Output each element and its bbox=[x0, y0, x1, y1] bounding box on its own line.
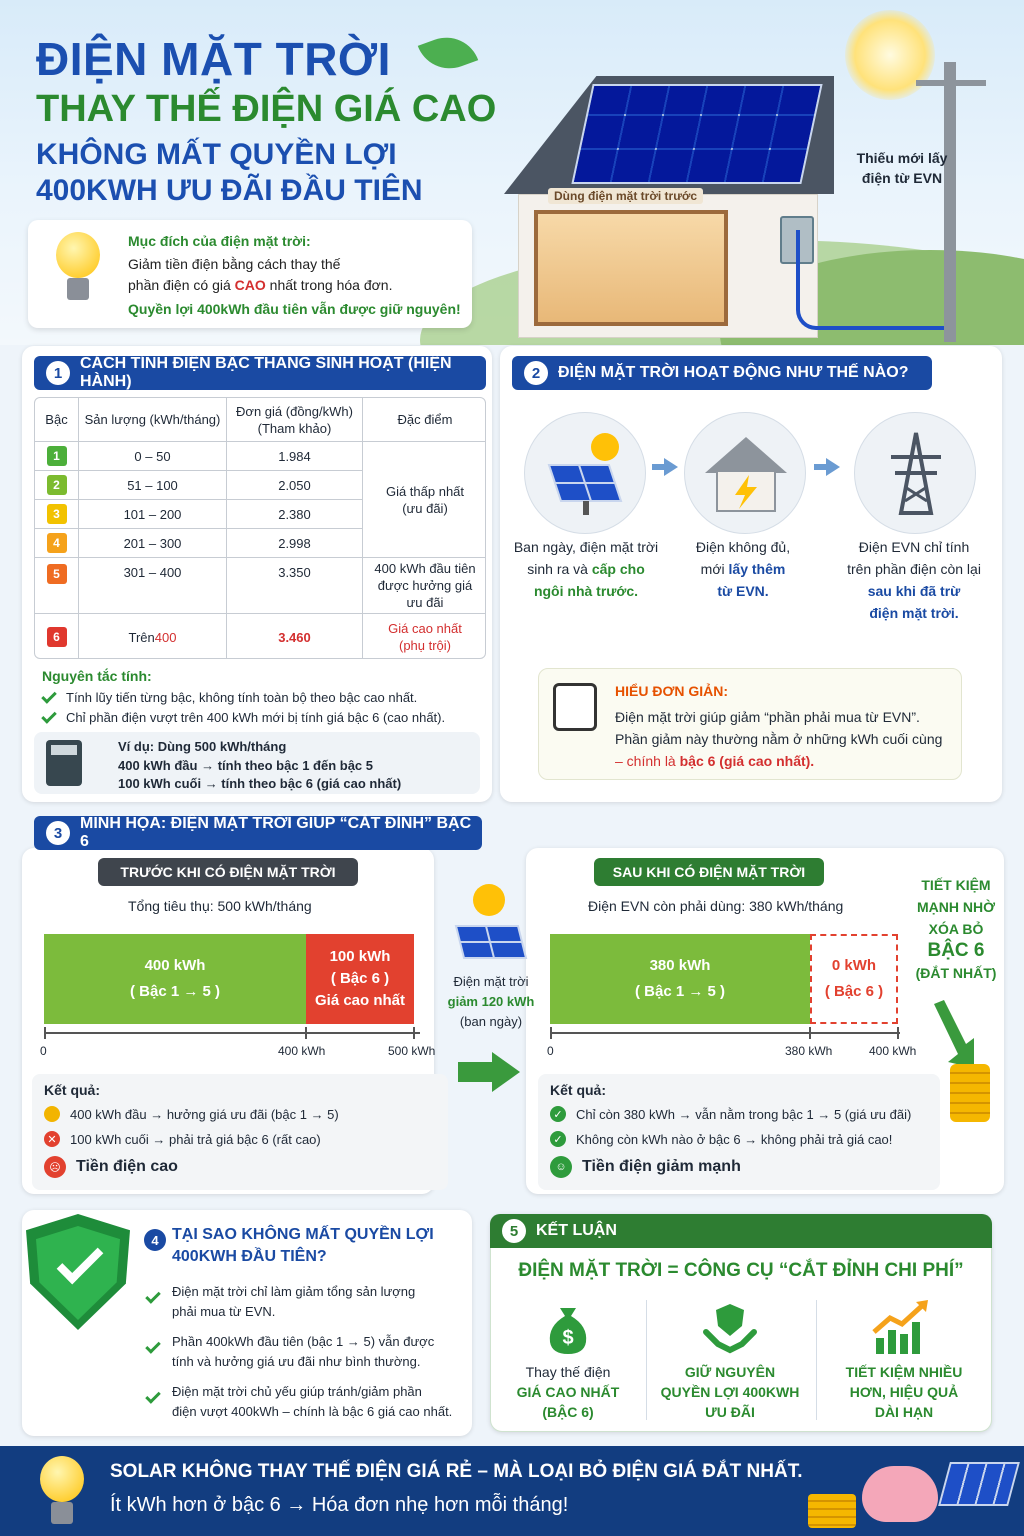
power-wire bbox=[796, 230, 946, 330]
before-bar-tier6: 100 kWh ( Bậc 6 ) Giá cao nhất bbox=[306, 934, 414, 1024]
purpose-line-1: Giảm tiền điện bằng cách thay thế bbox=[128, 256, 341, 272]
cross-icon: ✕ bbox=[44, 1131, 60, 1147]
after-axis bbox=[550, 1032, 900, 1034]
after-label: SAU KHI CÓ ĐIỆN MẶT TRỜI bbox=[594, 858, 824, 886]
usage-cell: 101 – 200 bbox=[79, 500, 227, 529]
reason-3: Điện mặt trời chủ yếu giúp tránh/giảm phần điện vượt 400kWh – chính là bậc 6 giá cao nhất. bbox=[172, 1384, 453, 1419]
title-line-4: 400KWH ƯU ĐÃI ĐẦU TIÊN bbox=[36, 174, 423, 207]
hands-shield-icon bbox=[700, 1298, 760, 1358]
after-result-1: ✓ Chỉ còn 380 kWh → vẫn nằm trong bậc 1 → 5 (giá ưu đãi) bbox=[550, 1106, 911, 1122]
tier-cell bbox=[35, 442, 79, 471]
thumbs-up-icon bbox=[553, 683, 597, 731]
th-price: Đơn giá (đồng/kWh) (Tham khảo) bbox=[227, 398, 363, 442]
tier-badge: 1 bbox=[47, 446, 67, 466]
simple-title: HIỂU ĐƠN GIẢN: bbox=[615, 683, 729, 699]
purpose-title: Mục đích của điện mặt trời: bbox=[128, 233, 311, 249]
transmission-tower-icon bbox=[854, 412, 976, 534]
check-circle-icon: ✓ bbox=[550, 1106, 566, 1122]
tick bbox=[550, 1027, 552, 1039]
example-line-1: Ví dụ: Dùng 500 kWh/tháng bbox=[118, 739, 287, 754]
lightbulb-icon bbox=[52, 232, 104, 312]
tick-label: 400 kWh bbox=[278, 1044, 326, 1058]
rule-1: Tính lũy tiến từng bậc, không tính toàn bộ theo bậc cao nhất. bbox=[42, 690, 417, 705]
coins-icon bbox=[808, 1494, 856, 1528]
arrow-right-icon bbox=[664, 458, 678, 476]
sun-icon bbox=[845, 10, 935, 100]
tier-badge: 4 bbox=[47, 533, 67, 553]
thumb-icon bbox=[44, 1106, 60, 1122]
simple-explanation-box bbox=[538, 668, 962, 780]
check-circle-icon: ✓ bbox=[550, 1131, 566, 1147]
coins-icon bbox=[950, 1064, 990, 1122]
purpose-line-3: Quyền lợi 400kWh đầu tiên vẫn được giữ nguyên! bbox=[128, 301, 461, 317]
purpose-line-2: phần điện có giá CAO nhất trong hóa đơn. bbox=[128, 277, 393, 293]
tick-label: 400 kWh bbox=[869, 1044, 917, 1058]
utility-pole-crossbar bbox=[916, 80, 986, 86]
money-bag-icon bbox=[538, 1298, 598, 1358]
tier-cell bbox=[35, 614, 79, 659]
evn-note: Thiếu mới lấy điện từ EVN bbox=[856, 150, 948, 186]
divider bbox=[646, 1300, 647, 1420]
section-3-header: 3 MINH HỌA: ĐIỆN MẶT TRỜI GIÚP “CẮT ĐỈNH” BẬC 6 bbox=[34, 816, 482, 850]
solar-panel-step-icon bbox=[524, 412, 646, 534]
th-tier: Bậc bbox=[35, 398, 79, 442]
arrow-right-icon bbox=[826, 458, 840, 476]
piggy-bank-icon bbox=[862, 1466, 938, 1522]
lightbulb-icon bbox=[36, 1456, 88, 1536]
after-bar-tier1-5: 380 kWh ( Bậc 1 → 5 ) bbox=[550, 934, 810, 1024]
before-axis bbox=[44, 1032, 420, 1034]
tier-cell bbox=[35, 500, 79, 529]
house-sign: Dùng điện mặt trời trước bbox=[548, 188, 703, 204]
before-label: TRƯỚC KHI CÓ ĐIỆN MẶT TRỜI bbox=[98, 858, 358, 886]
before-result-2: ✕ 100 kWh cuối → phải trả giá bậc 6 (rất cao) bbox=[44, 1131, 321, 1147]
usage-cell: 301 – 400 bbox=[79, 558, 227, 614]
conclusion-col-2: GIỮ NGUYÊN QUYỀN LỢI 400KWH ƯU ĐÃI bbox=[660, 1364, 800, 1420]
simple-line-3: – chính là bậc 6 (giá cao nhất). bbox=[615, 753, 815, 769]
section-2-header: 2 ĐIỆN MẶT TRỜI HOẠT ĐỘNG NHƯ THẾ NÀO? bbox=[512, 356, 932, 390]
before-total: Tổng tiêu thụ: 500 kWh/tháng bbox=[128, 898, 312, 914]
step-3-text: Điện EVN chỉ tính trên phần điện còn lại sau khi đã trừ điện mặt trời. bbox=[847, 539, 981, 621]
tier-badge: 5 bbox=[47, 564, 67, 584]
tick bbox=[44, 1027, 46, 1039]
house-lightning-icon bbox=[684, 412, 806, 534]
tier-cell bbox=[35, 529, 79, 558]
th-note: Đặc điểm bbox=[363, 398, 486, 442]
price-cell: 2.050 bbox=[227, 471, 363, 500]
usage-cell: Trên 400 bbox=[79, 614, 227, 659]
tier-badge: 6 bbox=[47, 627, 67, 647]
saving-callout: TIẾT KIỆM MẠNH NHỜ XÓA BỎ BẬC 6 (ĐẮT NHẤT) bbox=[915, 877, 997, 981]
example-line-2: 400 kWh đầu → tính theo bậc 1 đến bậc 5 bbox=[118, 758, 373, 773]
solar-reduction-text: Điện mặt trời giảm 120 kWh (ban ngày) bbox=[447, 974, 535, 1029]
price-cell: 3.350 bbox=[227, 558, 363, 614]
smile-face-icon: ☺ bbox=[550, 1156, 572, 1178]
usage-cell: 0 – 50 bbox=[79, 442, 227, 471]
after-total: Điện EVN còn phải dùng: 380 kWh/tháng bbox=[588, 898, 844, 914]
arrow-down-icon bbox=[930, 1000, 980, 1070]
solar-panel-icon bbox=[938, 1462, 1020, 1506]
after-bar-tier6: 0 kWh ( Bậc 6 ) bbox=[810, 934, 898, 1024]
rule-2: Chỉ phần điện vượt trên 400 kWh mới bị tính giá bậc 6 (cao nhất). bbox=[42, 710, 445, 725]
after-result-3: ☺ Tiền điện giảm mạnh bbox=[550, 1156, 741, 1178]
check-icon bbox=[41, 708, 57, 724]
sad-face-icon: ☹ bbox=[44, 1156, 66, 1178]
simple-line-1: Điện mặt trời giúp giảm “phần phải mua từ EVN”. bbox=[615, 709, 920, 725]
price-cell: 3.460 bbox=[227, 614, 363, 659]
section-5-header: 5 KẾT LUẬN bbox=[490, 1214, 992, 1248]
footer-line-2: Ít kWh hơn ở bậc 6 → Hóa đơn nhẹ hơn mỗi tháng! bbox=[110, 1494, 569, 1516]
section-1-header: 1 CÁCH TÍNH ĐIỆN BẬC THANG SINH HOẠT (HIỆN HÀNH) bbox=[34, 356, 486, 390]
section-4-number: 4 bbox=[144, 1229, 166, 1251]
conclusion-col-1: Thay thế điện GIÁ CAO NHẤT (BẬC 6) bbox=[516, 1364, 620, 1420]
reason-1: Điện mặt trời chỉ làm giảm tổng sản lượng phải mua từ EVN. bbox=[172, 1284, 416, 1319]
check-icon bbox=[41, 688, 57, 704]
tick-label: 0 bbox=[40, 1044, 47, 1058]
price-cell: 2.380 bbox=[227, 500, 363, 529]
family-room bbox=[534, 210, 728, 326]
utility-pole-icon bbox=[944, 62, 956, 342]
tick-label: 380 kWh bbox=[785, 1044, 833, 1058]
after-result-title: Kết quả: bbox=[550, 1082, 606, 1098]
before-result-title: Kết quả: bbox=[44, 1082, 100, 1098]
tier-badge: 3 bbox=[47, 504, 67, 524]
reason-2: Phần 400kWh đầu tiên (bậc 1 → 5) vẫn được tính và hưởng giá ưu đãi như bình thường. bbox=[172, 1334, 435, 1369]
tick bbox=[809, 1027, 811, 1039]
growth-chart-icon bbox=[870, 1298, 930, 1358]
title-line-1: ĐIỆN MẶT TRỜI bbox=[36, 33, 391, 85]
purpose-box bbox=[28, 220, 472, 328]
tier-badge: 2 bbox=[47, 475, 67, 495]
tick-label: 500 kWh bbox=[388, 1044, 436, 1058]
tick bbox=[413, 1027, 415, 1039]
title-line-3: KHÔNG MẤT QUYỀN LỢI bbox=[36, 138, 397, 171]
th-usage: Sản lượng (kWh/tháng) bbox=[79, 398, 227, 442]
divider bbox=[816, 1300, 817, 1420]
title-line-2: THAY THẾ ĐIỆN GIÁ CAO bbox=[36, 88, 497, 130]
price-cell: 2.998 bbox=[227, 529, 363, 558]
tick-label: 0 bbox=[547, 1044, 554, 1058]
rules-title: Nguyên tắc tính: bbox=[42, 668, 152, 684]
note-400: 400 kWh đầu tiên được hưởng giá ưu đãi bbox=[363, 558, 486, 614]
tick bbox=[305, 1027, 307, 1039]
section-4-title: TẠI SAO KHÔNG MẤT QUYỀN LỢI 400KWH ĐẦU TIÊN? bbox=[172, 1226, 434, 1265]
usage-cell: 51 – 100 bbox=[79, 471, 227, 500]
example-line-3: 100 kWh cuối → tính theo bậc 6 (giá cao nhất) bbox=[118, 776, 402, 791]
price-cell: 1.984 bbox=[227, 442, 363, 471]
note-high: Giá cao nhất (phụ trội) bbox=[388, 621, 462, 653]
before-result-3: ☹ Tiền điện cao bbox=[44, 1156, 178, 1178]
solar-house-illustration bbox=[504, 76, 834, 338]
before-result-1: 400 kWh đầu → hưởng giá ưu đãi (bậc 1 → 5) bbox=[44, 1106, 339, 1122]
solar-panel-sun-icon bbox=[448, 880, 530, 962]
step-1-text: Ban ngày, điện mặt trời sinh ra và cấp cho ngôi nhà trước. bbox=[513, 539, 659, 599]
simple-line-2: Phần giảm này thường nằm ở những kWh cuối cùng bbox=[615, 731, 943, 747]
conclusion-col-3: TIẾT KIỆM NHIỀU HƠN, HIỆU QUẢ DÀI HẠN bbox=[845, 1364, 963, 1420]
tier-cell bbox=[35, 471, 79, 500]
example-box bbox=[34, 732, 480, 794]
calculator-icon bbox=[46, 740, 82, 786]
solar-panel-icon bbox=[571, 84, 822, 184]
tier-cell bbox=[35, 558, 79, 614]
usage-cell: 201 – 300 bbox=[79, 529, 227, 558]
before-bar-tier1-5: 400 kWh ( Bậc 1 → 5 ) bbox=[44, 934, 306, 1024]
tick bbox=[897, 1027, 899, 1039]
arrow-right-icon bbox=[458, 1052, 522, 1092]
tariff-table bbox=[34, 397, 486, 659]
conclusion-headline: ĐIỆN MẶT TRỜI = CÔNG CỤ “CẮT ĐỈNH CHI PHÍ” bbox=[518, 1260, 964, 1281]
svg-text:$: $ bbox=[562, 1327, 574, 1349]
note-low: Giá thấp nhất (ưu đãi) bbox=[363, 442, 486, 558]
footer-line-1: SOLAR KHÔNG THAY THẾ ĐIỆN GIÁ RẺ – MÀ LOẠI BỎ ĐIỆN GIÁ ĐẮT NHẤT. bbox=[110, 1461, 803, 1482]
after-result-2: ✓ Không còn kWh nào ở bậc 6 → không phải trả giá cao! bbox=[550, 1131, 892, 1147]
step-2-text: Điện không đủ, mới lấy thêm từ EVN. bbox=[695, 539, 791, 599]
